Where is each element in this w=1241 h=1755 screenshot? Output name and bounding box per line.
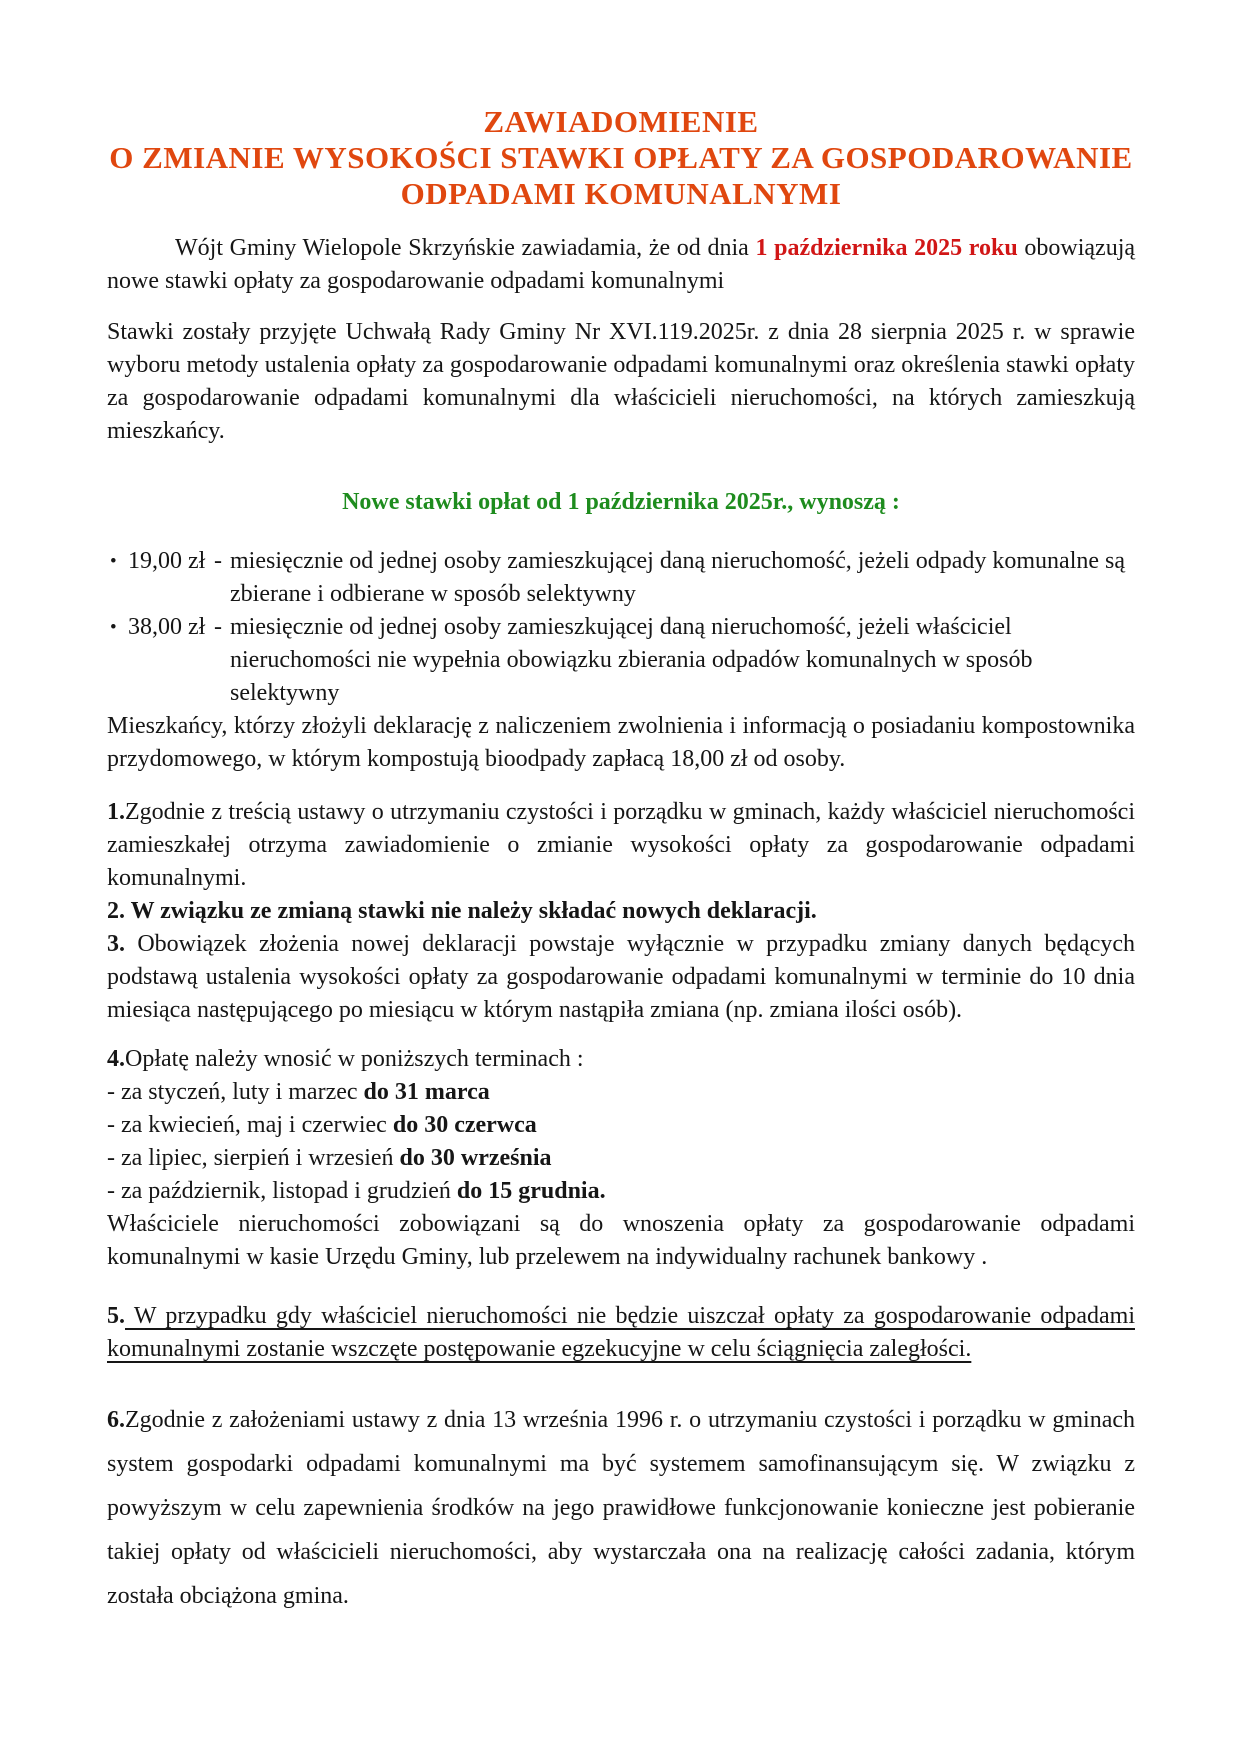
point-4-text: Opłatę należy wnosić w poniższych terminach : — [125, 1046, 584, 1072]
point-6-text: Zgodnie z założeniami ustawy z dnia 13 września 1996 r. o utrzymaniu czystości i porządku w gminach system gospodarki odpadami komunalnymi ma być systemem samofinansującym się. W związku z powyższym w celu zapewnienia środków na jego prawidłowe funkcjonowanie konieczne jest pobieranie takiej opłaty od właścicieli nieruchomości, aby wystarczała ona na realizację całości zadania, którym została obciążona gmina. — [107, 1407, 1135, 1609]
bullet-icon: • — [110, 551, 117, 572]
term-text: - za kwiecień, maj i czerwiec — [107, 1112, 393, 1138]
point-2-paragraph: 2. W związku ze zmianą stawki nie należy składać nowych deklaracji. — [107, 898, 817, 924]
payment-term-q1 — [107, 1076, 1135, 1109]
rate-item-selective — [107, 545, 1135, 611]
point-6-paragraph — [107, 1398, 1135, 1618]
term-deadline: do 30 września — [399, 1145, 552, 1171]
resolution-paragraph: Stawki zostały przyjęte Uchwałą Rady Gminy Nr XVI.119.2025r. z dnia 28 sierpnia 2025 r. w sprawie wyboru metody ustalenia opłaty za gospodarowanie odpadami komunalnymi oraz określenia stawki opłaty za gospodarowanie odpadami komunalnymi dla właścicieli nieruchomości, na których zamieszkują mieszkańcy. — [107, 319, 1135, 444]
title-line-1: ZAWIADOMIENIE — [483, 104, 759, 139]
payment-terms-list — [107, 1076, 1135, 1208]
term-text: - za październik, listopad i grudzień — [107, 1178, 457, 1204]
point-1-number: 1. — [107, 799, 125, 825]
bullet-icon: • — [110, 617, 117, 638]
point-3-number: 3. — [107, 931, 125, 957]
payment-note-paragraph: Właściciele nieruchomości zobowiązani są do wnoszenia opłaty za gospodarowanie odpadami komunalnymi w kasie Urzędu Gminy, lub przelewem na indywidualny rachunek bankowy . — [107, 1211, 1135, 1270]
point-4-number: 4. — [107, 1046, 125, 1072]
rate-amount: 19,00 zł — [128, 548, 206, 574]
point-5-text: W przypadku gdy właściciel nieruchomości nie będzie uiszczał opłaty za gospodarowanie odpadami komunalnymi zostanie wszczęte postępowanie egzekucyjne w celu ściągnięcia zaległości. — [107, 1303, 1135, 1362]
term-text: - za lipiec, sierpień i wrzesień — [107, 1145, 400, 1171]
point-6-number: 6. — [107, 1407, 125, 1433]
point-3-paragraph — [107, 928, 1135, 1027]
compost-note-paragraph: Mieszkańcy, którzy złożyli deklarację z naliczeniem zwolnienia i informacją o posiadaniu kompostownika przydomowego, w którym kompostują bioodpady zapłacą 18,00 zł od osoby. — [107, 713, 1135, 772]
effective-date-highlight: 1 października 2025 roku — [755, 235, 1018, 261]
point-1-paragraph — [107, 796, 1135, 895]
title-line-2: O ZMIANIE WYSOKOŚCI STAWKI OPŁATY ZA GOSPODAROWANIE — [109, 140, 1133, 175]
point-3-text: Obowiązek złożenia nowej deklaracji powstaje wyłącznie w przypadku zmiany danych będących podstawą ustalenia wysokości opłaty za gospodarowanie odpadami komunalnymi w terminie do 10 dnia miesiąca następującego po miesiącu w którym nastąpiła zmiana (np. zmiana ilości osób). — [107, 931, 1135, 1023]
point-4-paragraph — [107, 1043, 1135, 1076]
point-5-paragraph — [107, 1300, 1135, 1366]
payment-term-q4 — [107, 1175, 1135, 1208]
rate-dash: - — [214, 614, 222, 640]
rate-amount: 38,00 zł — [128, 614, 206, 640]
rate-description: miesięcznie od jednej osoby zamieszkującej daną nieruchomość, jeżeli właściciel nieruchomości nie wypełnia obowiązku zbierania odpadów komunalnych w sposób selektywny — [230, 614, 1033, 706]
document-title — [107, 104, 1135, 212]
term-deadline: do 31 marca — [363, 1079, 490, 1105]
point-5-number: 5. — [107, 1303, 125, 1329]
term-deadline: do 30 czerwca — [392, 1112, 537, 1138]
rates-list — [107, 545, 1135, 710]
payment-term-q2 — [107, 1109, 1135, 1142]
rate-item-non-selective — [107, 611, 1135, 710]
rate-description: miesięcznie od jednej osoby zamieszkującej daną nieruchomość, jeżeli odpady komunalne są zbierane i odbierane w sposób selektywny — [230, 548, 1126, 607]
term-deadline: do 15 grudnia. — [456, 1178, 606, 1204]
intro-paragraph — [107, 232, 1135, 298]
intro-lead-text: Wójt Gminy Wielopole Skrzyńskie zawiadamia, że od dnia — [175, 235, 756, 261]
payment-term-q3 — [107, 1142, 1135, 1175]
rates-heading: Nowe stawki opłat od 1 października 2025r., wynoszą : — [342, 489, 900, 515]
term-text: - za styczeń, luty i marzec — [107, 1079, 364, 1105]
point-1-text: Zgodnie z treścią ustawy o utrzymaniu czystości i porządku w gminach, każdy właściciel nieruchomości zamieszkałej otrzyma zawiadomienie o zmianie wysokości opłaty za gospodarowanie odpadami komunalnymi. — [107, 799, 1135, 891]
intro-tail-text: obowiązują nowe stawki opłaty za gospodarowanie odpadami komunalnymi — [107, 235, 1136, 294]
rate-dash: - — [214, 548, 222, 574]
title-line-3: ODPADAMI KOMUNALNYMI — [400, 176, 842, 211]
